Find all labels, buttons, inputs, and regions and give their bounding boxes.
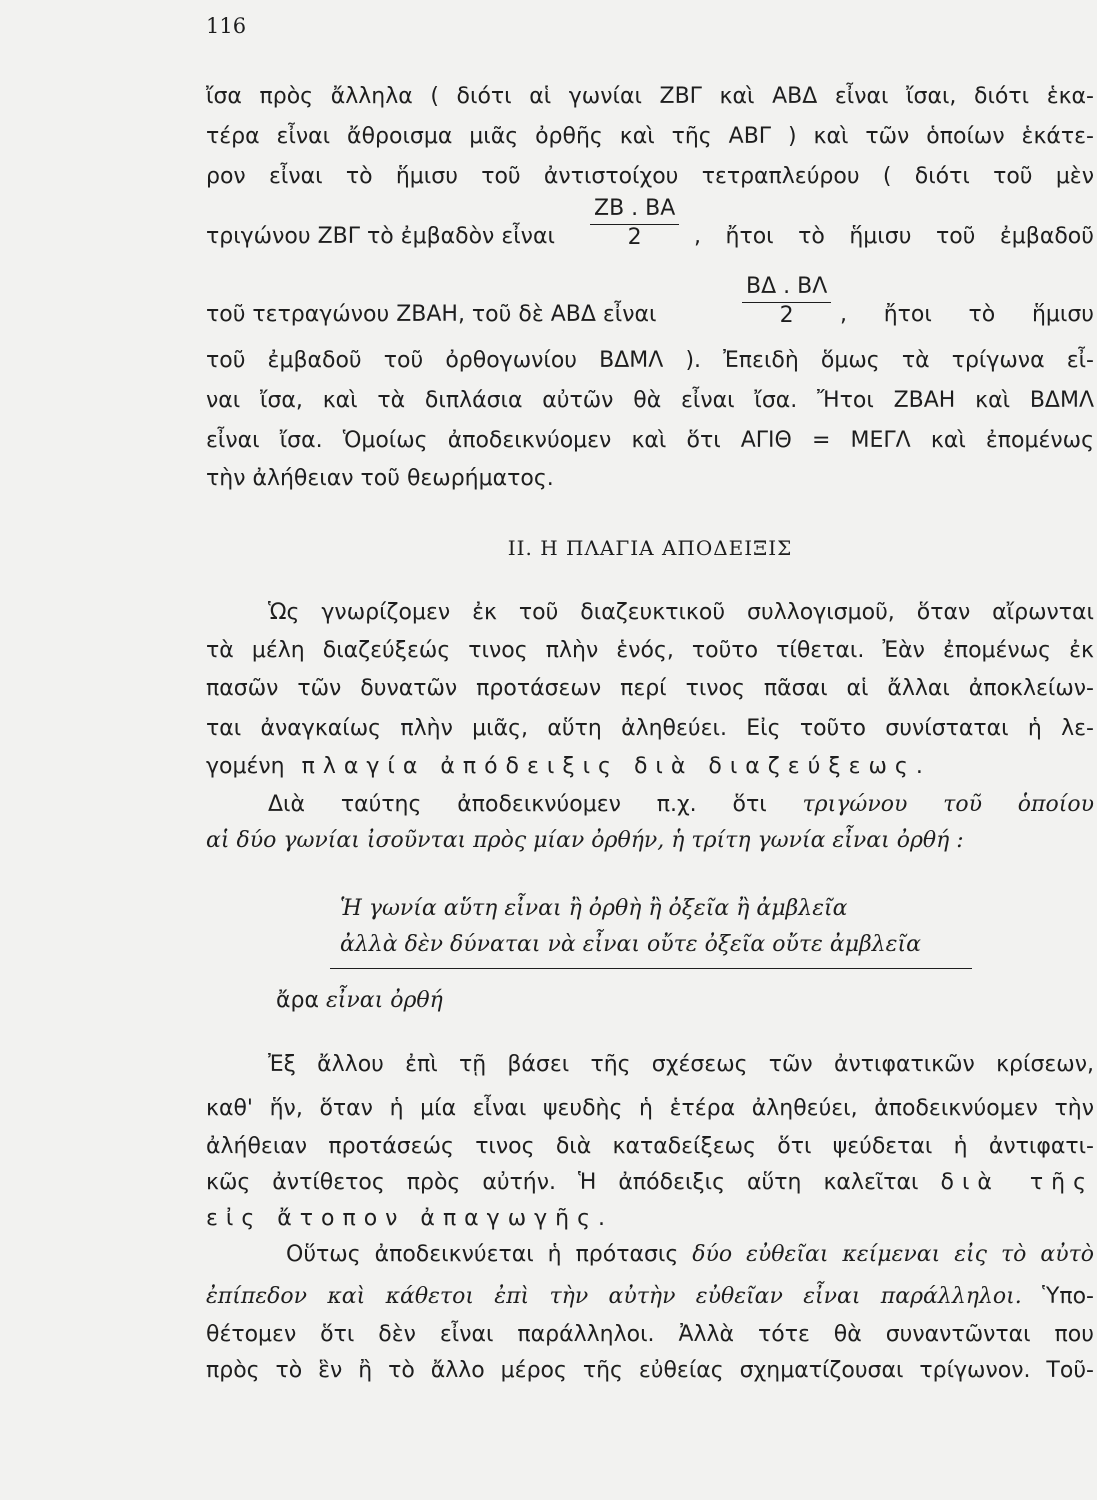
text-span: γομένη: [206, 754, 285, 779]
text-line: Ὡς γνωρίζομεν ἐκ τοῦ διαζευκτικοῦ συλλογισμοῦ, ὅταν αἴρωνται: [268, 600, 1094, 625]
text-line: [206, 752, 1094, 782]
fraction-denominator: 2: [627, 225, 642, 250]
fraction-denominator: 2: [779, 303, 794, 328]
text-line: [206, 1168, 1094, 1198]
text-span: Ὑπο-: [1042, 1284, 1094, 1309]
text-line: [268, 790, 1094, 820]
text-line: , ἤτοι τὸ ἥμισυ: [840, 302, 1094, 327]
text-line: πασῶν τῶν δυνατῶν προτάσεων περί τινος πᾶσαι αἱ ἄλλαι ἀποκλείων-: [206, 676, 1094, 701]
text-line: καθ' ἥν, ὅταν ἡ μία εἶναι ψευδὴς ἡ ἑτέρα ἀληθεύει, ἀποδεικνύομεν τὴν: [206, 1096, 1094, 1121]
text-line: τριγώνου ΖΒΓ τὸ ἐμβαδὸν εἶναι: [206, 224, 555, 249]
fraction: [590, 196, 679, 251]
text-line: εἶναι ἴσα. Ὁμοίως ἀποδεικνύομεν καὶ ὅτι ΑΓΙΘ = ΜΕΓΛ καὶ ἐπομένως: [206, 428, 1094, 453]
text-line: ναι ἴσα, καὶ τὰ διπλάσια αὐτῶν θὰ εἶναι ἴσα. Ἤτοι ΖΒΑΗ καὶ ΒΔΜΛ: [206, 388, 1094, 413]
text-line: ρον εἶναι τὸ ἥμισυ τοῦ ἀντιστοίχου τετραπλεύρου ( διότι τοῦ μὲν: [206, 164, 1094, 189]
text-line: Ἐξ ἄλλου ἐπὶ τῇ βάσει τῆς σχέσεως τῶν ἀντιφατικῶν κρίσεων,: [268, 1052, 1094, 1077]
text-line: αἱ δύο γωνίαι ἰσοῦνται πρὸς μίαν ὀρθήν, ἡ τρίτη γωνία εἶναι ὀρθή :: [206, 828, 964, 853]
fraction-numerator: ΖΒ . ΒΑ: [594, 196, 676, 221]
text-span: Διὰ ταύτης ἀποδεικνύομεν π.χ. ὅτι: [268, 792, 767, 817]
text-line: πρὸς τὸ ἓν ἢ τὸ ἄλλο μέρος τῆς εὐθείας σχηματίζουσαι τρίγωνον. Τοῦ-: [206, 1358, 1094, 1383]
text-line: ἀλήθειαν προτάσεώς τινος διὰ καταδείξεως ὅτι ψεύδεται ἡ ἀντιφατι-: [206, 1134, 1094, 1159]
text-line: ἴσα πρὸς ἄλληλα ( διότι αἱ γωνίαι ΖΒΓ καὶ ΑΒΔ εἶναι ἴσαι, διότι ἑκα-: [206, 84, 1094, 109]
text-line: ται ἀναγκαίως πλὴν μιᾶς, αὕτη ἀληθεύει. Εἰς τοῦτο συνίσταται ἡ λε-: [206, 716, 1094, 741]
text-span: κῶς ἀντίθετος πρὸς αὐτήν. Ἡ ἀπόδειξις αὕτη καλεῖται: [206, 1170, 919, 1195]
syllogism-line: Ἡ γωνία αὕτη εἶναι ἢ ὀρθὴ ἢ ὀξεῖα ἢ ἀμβλεῖα: [340, 896, 848, 921]
text-line: τοῦ τετραγώνου ΖΒΑΗ, τοῦ δὲ ΑΒΔ εἶναι: [206, 302, 657, 327]
text-line: τὰ μέλη διαζεύξεώς τινος πλὴν ἑνός, τοῦτο τίθεται. Ἐὰν ἐπομένως ἐκ: [206, 638, 1094, 663]
text-line: τέρα εἶναι ἄθροισμα μιᾶς ὀρθῆς καὶ τῆς ΑΒΓ ) καὶ τῶν ὁποίων ἑκάτε-: [206, 124, 1094, 149]
text-span: Οὕτως ἀποδεικνύεται ἡ πρότασις: [286, 1242, 679, 1267]
spaced-term: πλαγία ἀπόδειξις διὰ διαζεύξεως.: [301, 754, 931, 779]
italic-span: εἶναι ὀρθή: [325, 988, 443, 1013]
page-number: 116: [206, 14, 247, 38]
text-line: τοῦ ἐμβαδοῦ τοῦ ὀρθογωνίου ΒΔΜΛ ). Ἐπειδὴ ὅμως τὰ τρίγωνα εἶ-: [206, 348, 1094, 373]
text-line: , ἤτοι τὸ ἥμισυ τοῦ ἐμβαδοῦ: [694, 224, 1094, 249]
text-line: τὴν ἀλήθειαν τοῦ θεωρήματος.: [206, 466, 554, 491]
italic-span: δύο εὐθεῖαι κείμεναι εἰς τὸ αὐτὸ: [692, 1242, 1094, 1267]
spaced-term: διὰ τῆς: [940, 1170, 1095, 1195]
text-line: εἰς ἄτοπον ἀπαγωγῆς.: [206, 1206, 613, 1231]
fraction: [742, 274, 831, 329]
text-line: [286, 1240, 1094, 1270]
syllogism-rule: [330, 968, 972, 969]
italic-span: ἐπίπεδον καὶ κάθετοι ἐπὶ τὴν αὐτὴν εὐθεῖαν εἶναι παράλληλοι.: [206, 1284, 1022, 1309]
syllogism-conclusion: [276, 986, 443, 1016]
syllogism-line: ἀλλὰ δὲν δύναται νὰ εἶναι οὔτε ὀξεῖα οὔτε ἀμβλεῖα: [340, 932, 921, 957]
italic-span: τριγώνου τοῦ ὁποίου: [802, 792, 1094, 817]
fraction-numerator: ΒΔ . ΒΛ: [746, 274, 828, 299]
text-line: [206, 1282, 1094, 1312]
text-line: θέτομεν ὅτι δὲν εἶναι παράλληλοι. Ἀλλὰ τότε θὰ συναντῶνται που: [206, 1322, 1094, 1347]
section-heading: ΙΙ. Η ΠΛΑΓΙΑ ΑΠΟΔΕΙΞΙΣ: [507, 536, 793, 560]
text-span: ἄρα: [276, 988, 319, 1013]
